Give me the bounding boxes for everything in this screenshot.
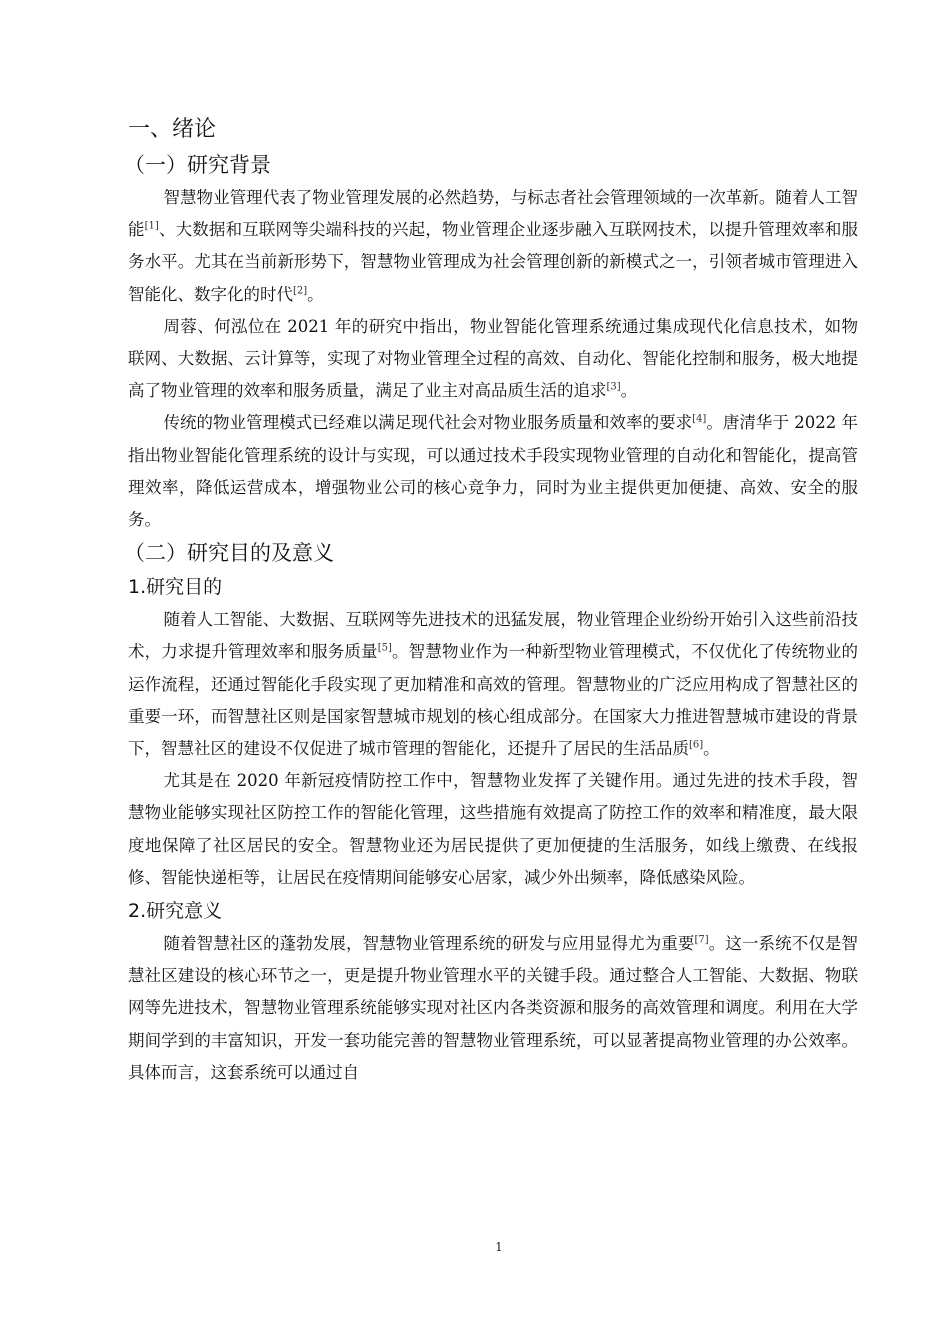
section-heading-purpose-significance: （二）研究目的及意义	[124, 541, 334, 566]
citation-marker: [2]	[293, 285, 308, 297]
citation-marker: [7]	[694, 934, 709, 946]
paragraph-text: 尤其是在 2020 年新冠疫情防控工作中，智慧物业发挥了关键作用。通过先进的技术手段，智慧物业能够实现社区防控工作的智能化管理，这些措施有效提高了防控工作的效率和精准度，最大限度地保障了社区居民的安全。智慧物业还为居民提供了更加便捷的生活服务，如线上缴费、在线报修、智能快递柜等，让居民在疫情期间能够安心居家，减少外出频率，降低感染风险。	[128, 771, 858, 887]
paragraph	[128, 407, 858, 536]
paragraph-text: 。	[307, 284, 324, 304]
paragraph	[128, 765, 858, 894]
citation-marker: [1]	[144, 220, 159, 232]
paragraph-text: 。这一系统不仅是智慧社区建设的核心环节之一，更是提升物业管理水平的关键手段。通过整合人工智能、大数据、物联网等先进技术，智慧物业管理系统能够实现对社区内各类资源和服务的高效管理和调度。利用在大学期间学到的丰富知识，开发一套功能完善的智慧物业管理系统，可以显著提高物业管理的办公效率。具体而言，这套系统可以通过自	[128, 934, 859, 1082]
subsection-heading-significance: 2.研究意义	[128, 900, 223, 923]
paragraph	[128, 182, 858, 311]
section-heading-background: （一）研究背景	[124, 153, 271, 177]
page-number: 1	[495, 1240, 503, 1254]
paragraph-text: 随着智慧社区的蓬勃发展，智慧物业管理系统的研发与应用显得尤为重要	[163, 934, 695, 954]
paragraph-text: 。	[703, 739, 720, 759]
paragraph-text: 。唐清华于 2022 年指出物业智能化管理系统的设计与实现，可以通过技术手段实现物业管理的自动化和智能化，提高管理效率，降低运营成本，增强物业公司的核心竞争力，同时为业主提供更加便捷、高效、安全的服务。	[128, 413, 858, 530]
paragraph-text: 。	[620, 381, 638, 401]
citation-marker: [4]	[692, 413, 707, 425]
subsection-heading-purpose: 1.研究目的	[128, 576, 223, 599]
paragraph	[128, 311, 858, 408]
paragraph-text: 智慧物业管理代表了物业管理发展的必然趋势，与标志者社会管理领域的一次革新。随着人工智能	[128, 188, 858, 240]
paragraph-text: 、大数据和互联网等尖端科技的兴起，物业管理企业逐步融入互联网技术，以提升管理效率和服务水平。尤其在当前新形势下，智慧物业管理成为社会管理创新的新模式之一，引领者城市管理进入智能化、数字化的时代	[128, 220, 859, 304]
citation-marker: [3]	[606, 381, 621, 393]
paragraph	[128, 604, 858, 765]
citation-marker: [5]	[377, 642, 392, 654]
citation-marker: [6]	[689, 739, 704, 751]
paragraph-text: 传统的物业管理模式已经难以满足现代社会对物业服务质量和效率的要求	[163, 413, 693, 433]
paragraph-text: 随着人工智能、大数据、互联网等先进技术的迅猛发展，物业管理企业纷纷开始引入这些前沿技术，力求提升管理效率和服务质量	[128, 610, 858, 662]
chapter-heading: 一、绪论	[128, 117, 217, 142]
paragraph-text: 周蓉、何泓位在 2021 年的研究中指出，物业智能化管理系统通过集成现代化信息技术，如物联网、大数据、云计算等，实现了对物业管理全过程的高效、自动化、智能化控制和服务，极大地提高了物业管理的效率和服务质量，满足了业主对高品质生活的追求	[128, 316, 858, 401]
paragraph	[128, 928, 858, 1089]
paragraph-text: 。智慧物业作为一种新型物业管理模式，不仅优化了传统物业的运作流程，还通过智能化手段实现了更加精准和高效的管理。智慧物业的广泛应用构成了智慧社区的重要一环，而智慧社区则是国家智慧城市规划的核心组成部分。在国家大力推进智慧城市建设的背景下，智慧社区的建设不仅促进了城市管理的智能化，还提升了居民的生活品质	[128, 642, 859, 759]
